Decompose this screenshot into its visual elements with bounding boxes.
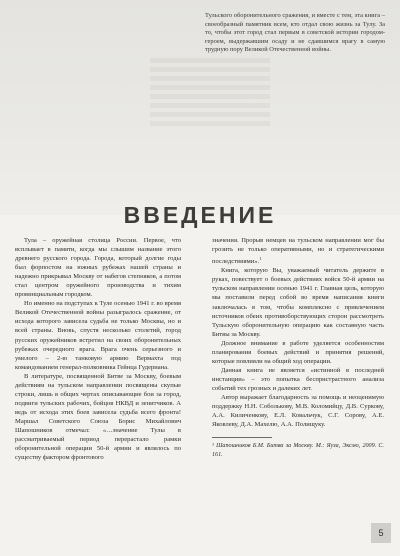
left-paragraph-3: В литературе, посвященной Битве за Москву, боевым действиям на тульском направлении посвящены скупые строки, лишь в общих чертах описывающие бои за город, подвиги тульских рабочих, бойцов НКВД и зенитчиков. А ведь от исхода этих боев зависела судьба всего фронта! Маршал Советского Союза Борис Михайлович Шапошников отмечал: «…значение Тулы в рассматриваемый период перерастало рамки оборонительной операции 50-й армии и являлось по существу фактором фронтового	[15, 372, 181, 462]
right-paragraph-3: Данная книга не является «истинной в последней инстанции» – это попытка беспристрастного анализа событий тех грозных и далеких лет.	[212, 366, 384, 392]
right-paragraph-2: Должное внимание в работе уделяется особенностям планирования боевых действий и принятия решений, которые повлияли на общий ход операции.	[212, 339, 384, 365]
left-paragraph-2: Но именно на подступах к Туле осенью 1941 г. во время Великой Отечественной войны разыгралось сражение, от исхода которого зависела судьба не только Москвы, но и всей страны. Вновь, спустя несколько столетий, город русских оружейников встретил на своих оборонительных рубежах очередного врага. Врага очень серьезного и умелого – 2-ю танковую армию Вермахта под командованием генерал-полковника Гейнца Гудериана.	[15, 300, 181, 371]
right-paragraph-1: Книга, которую Вы, уважаемый читатель держите в руках, повествует о боевых действиях войск 50-й армии на тульском направлении осенью 1941 г. Главная цель, которую мы поставили перед собой во время написания книги заключалась в том, чтобы комплексно с привлечением источников обеих противоборствующих сторон рассмотреть Тульскую оборонительную операцию как составную часть Битвы за Москву.	[212, 267, 384, 338]
decorative-background-texture	[150, 58, 270, 128]
left-paragraph-1: Тула – оружейная столица России. Первое, что всплывает в памяти, когда мы слышим название этого древнего русского города. Города, который долгие годы был форпостом на южных рубежах нашей страны и надежно прикрывал Москву от набегов степняков, а потом стал центром оружейного производства и тихим провинциальным городком.	[15, 237, 181, 299]
chapter-title: ВВЕДЕНИЕ	[123, 202, 277, 228]
footnote-marker: 1	[259, 256, 262, 262]
right-column	[212, 236, 384, 459]
right-continuation	[212, 236, 384, 266]
right-paragraph-4: Автор выражает благодарность за помощь и неоценимую поддержку Н.Н. Соболькову, М.В. Коломийцу, Д.В. Суркову, А.А. Киличенкову, Е.Л. Ковальчук, С.Г. Сорову, А.Е. Яковлеву, Д.А. Махелю, А.А. Полищуку.	[212, 393, 384, 429]
footnote-divider	[212, 437, 272, 438]
left-column	[15, 236, 181, 462]
continuation-text: значения. Прорыв немцев на тульском направлении мог бы грозить не только оперативными, но и стратегическими последствиями».	[212, 237, 384, 266]
page-number: 5	[371, 523, 391, 543]
epigraph-text: Тульского оборонительного сражения, и вместе с тем, эта книга – своеобразный памятник всем, кто отдал свою жизнь за Тулу. За то, чтобы этот город стал первым в советской истории городом-героем, выдержавшим осаду и не сдавшимся врагу в самую трудную пору Великой Отечественной войны.	[205, 12, 385, 54]
footnote: ¹ Шапошников Б.М. Битва за Москву. М.: Яуза, Эксмо, 2009. С. 161.	[212, 443, 384, 458]
